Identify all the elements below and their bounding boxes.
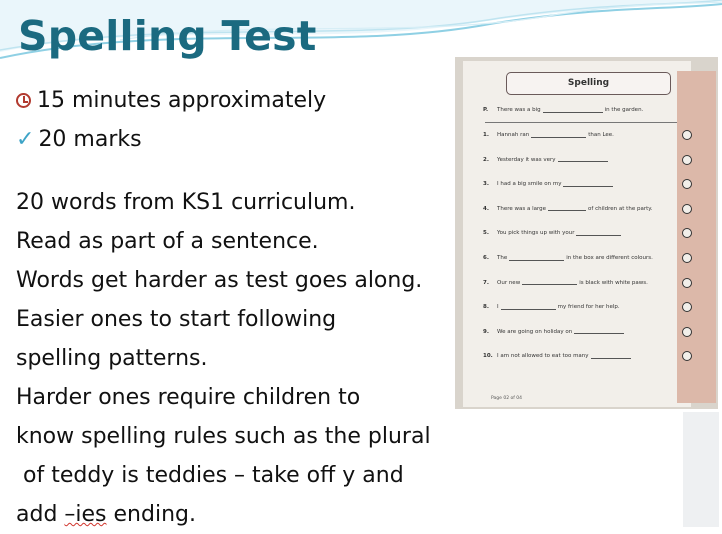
question-text-before: The (497, 255, 508, 261)
body-line: spelling patterns. (16, 346, 208, 371)
question-text-after: is black with white paws. (579, 279, 648, 286)
question-number: 10. (483, 353, 493, 360)
body-line-last (16, 495, 446, 534)
mark-circle (682, 204, 692, 214)
answer-blank (501, 305, 556, 310)
question-text-before: There was a big (497, 107, 541, 113)
page-footer: Page 02 of 04 (491, 396, 522, 401)
worksheet-question (483, 230, 623, 236)
time-text: 15 minutes approximately (37, 88, 327, 113)
question-text-before: We are going on holiday on (497, 328, 573, 335)
worksheet-question (483, 132, 614, 138)
question-text-before: I had a big smile on my (497, 181, 562, 188)
question-number: 3. (483, 181, 489, 188)
question-text-before: I (497, 304, 499, 311)
clock-icon (16, 93, 31, 108)
body-line: of teddy is teddies – take off y and (16, 463, 404, 488)
question-number: 6. (483, 255, 489, 261)
question-text-after: in the garden. (604, 107, 644, 113)
question-number: 7. (483, 279, 489, 286)
mark-circle (682, 253, 692, 263)
question-number: 9. (483, 328, 489, 335)
worksheet-question (483, 157, 610, 163)
time-row (16, 88, 326, 113)
answer-blank (531, 133, 586, 138)
worksheet-question (483, 206, 652, 212)
body-line: Easier ones to start following (16, 307, 337, 332)
question-text-before: Yesterday it was very (497, 156, 556, 163)
body-line: know spelling rules such as the plural (16, 424, 431, 449)
mark-circle (682, 155, 692, 165)
mark-circle (682, 327, 692, 337)
body-line: Words get harder as test goes along. (16, 268, 423, 293)
marks-text: 20 marks (38, 127, 142, 152)
worksheet-divider (485, 122, 681, 123)
question-text-before: I am not allowed to eat too many (497, 353, 589, 360)
worksheet-question (483, 181, 615, 187)
answer-blank (543, 108, 603, 113)
question-text-before: Our new (497, 279, 521, 286)
answer-blank (558, 157, 608, 162)
checkmark-icon: ✓ (16, 127, 35, 152)
question-number: 5. (483, 230, 489, 237)
worksheet-question (483, 353, 633, 359)
question-number: 4. (483, 205, 489, 212)
slide-body (16, 183, 446, 534)
answer-blank (563, 182, 613, 187)
question-text-after: my friend for her help. (557, 304, 620, 311)
question-text-before: There was a large (497, 205, 547, 212)
question-number: 1. (483, 132, 489, 138)
answer-blank (522, 280, 577, 285)
practice-question (483, 107, 643, 113)
body-line: Read as part of a sentence. (16, 229, 319, 254)
answer-blank (509, 256, 564, 261)
spellcheck-flagged-word: –ies (64, 502, 107, 527)
question-text-after: than Lee. (588, 132, 614, 138)
worksheet-heading: Spelling (506, 72, 671, 95)
question-text-before: Hannah ran (497, 132, 530, 138)
worksheet-photo (455, 57, 718, 409)
question-number: 2. (483, 156, 489, 163)
worksheet-page (463, 61, 691, 407)
question-text-after: in the box are different colours. (566, 255, 653, 261)
worksheet-question (483, 304, 620, 310)
question-text-after: of children at the party. (588, 205, 653, 212)
body-line: Harder ones require children to (16, 385, 361, 410)
answer-blank (576, 231, 621, 236)
body-line: 20 words from KS1 curriculum. (16, 190, 356, 215)
body-text-fragment: ending. (106, 502, 196, 527)
worksheet-question (483, 255, 653, 261)
worksheet-question (483, 329, 626, 335)
answer-blank (574, 329, 624, 334)
marks-row (16, 127, 142, 152)
mark-circle (682, 278, 692, 288)
mark-circle (682, 130, 692, 140)
question-text-before: You pick things up with your (497, 230, 575, 237)
slide-title: Spelling Test (18, 12, 317, 60)
question-number: 8. (483, 304, 489, 311)
body-text-fragment: add (16, 502, 65, 527)
answer-blank (548, 206, 586, 211)
worksheet-question (483, 280, 648, 286)
question-number: P. (483, 107, 489, 113)
answer-blank (591, 354, 631, 359)
side-strip-decoration (683, 412, 719, 527)
